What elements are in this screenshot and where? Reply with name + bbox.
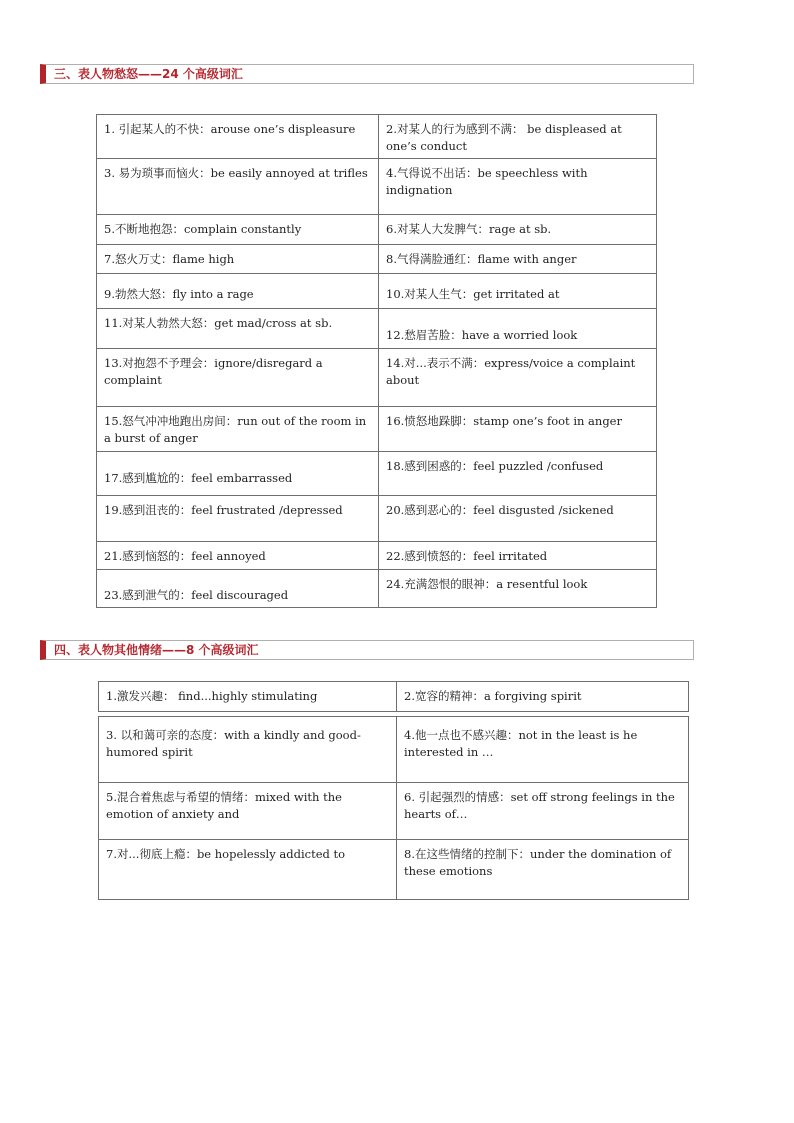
vocab-cell: 9.勃然大怒：fly into a rage (97, 274, 379, 309)
table-row (97, 407, 657, 452)
vocab-cell: 16.愤怒地跺脚：stamp one’s foot in anger (379, 407, 657, 452)
vocab-cell: 13.对抱怨不予理会：ignore/disregard a complaint (97, 349, 379, 407)
vocab-cell: 24.充满怨恨的眼神：a resentful look (379, 570, 657, 608)
vocab-cell: 6.对某人大发脾气：rage at sb. (379, 215, 657, 245)
vocab-cell: 7.对...彻底上瘾：be hopelessly addicted to (99, 840, 397, 900)
vocab-cell: 11.对某人勃然大怒：get mad/cross at sb. (97, 309, 379, 349)
vocab-cell: 4.气得说不出话：be speechless with indignation (379, 159, 657, 215)
vocab-cell: 20.感到恶心的：feel disgusted /sickened (379, 496, 657, 542)
table-row (97, 115, 657, 159)
vocab-cell: 6. 引起强烈的情感：set off strong feelings in the hearts of… (397, 783, 689, 840)
vocab-cell: 17.感到尴尬的：feel embarrassed (97, 452, 379, 496)
table-row (97, 245, 657, 274)
table-row (97, 570, 657, 608)
vocab-cell: 22.感到愤怒的：feel irritated (379, 542, 657, 570)
table-row (99, 682, 689, 712)
table-row (97, 496, 657, 542)
vocab-cell: 8.在这些情绪的控制下：under the domination of these emotions (397, 840, 689, 900)
table-row (97, 215, 657, 245)
vocab-cell: 5.混合着焦虑与希望的情绪：mixed with the emotion of anxiety and (99, 783, 397, 840)
section-4-heading: 四、表人物其他情绪——8 个高级词汇 (40, 640, 694, 660)
vocab-cell: 1. 引起某人的不快：arouse one’s displeasure (97, 115, 379, 159)
section-3-heading: 三、表人物愁怒——24 个高级词汇 (40, 64, 694, 84)
other-emotions-first-table (98, 681, 689, 712)
table-row (97, 452, 657, 496)
vocab-cell: 4.他一点也不感兴趣：not in the least is he interested in … (397, 717, 689, 783)
vocab-cell: 19.感到沮丧的：feel frustrated /depressed (97, 496, 379, 542)
vocab-cell: 7.怒火万丈：flame high (97, 245, 379, 274)
table-row (97, 349, 657, 407)
vocab-cell: 3. 易为琐事而恼火：be easily annoyed at trifles (97, 159, 379, 215)
table-row (97, 309, 657, 349)
vocab-cell: 12.愁眉苦脸：have a worried look (379, 309, 657, 349)
vocab-cell: 5.不断地抱怨：complain constantly (97, 215, 379, 245)
vocab-cell: 3. 以和蔼可亲的态度：with a kindly and good-humored spirit (99, 717, 397, 783)
vocab-cell: 2.宽容的精神：a forgiving spirit (397, 682, 689, 712)
vocab-cell: 21.感到恼怒的：feel annoyed (97, 542, 379, 570)
table-row (99, 840, 689, 900)
vocab-cell: 14.对...表示不满：express/voice a complaint about (379, 349, 657, 407)
vocab-cell: 1.激发兴趣： find...highly stimulating (99, 682, 397, 712)
table-row (99, 783, 689, 840)
other-emotions-table (98, 716, 689, 900)
vocab-cell: 15.怒气冲冲地跑出房间：run out of the room in a burst of anger (97, 407, 379, 452)
table-row (97, 159, 657, 215)
table-row (97, 542, 657, 570)
vocab-cell: 8.气得满脸通红：flame with anger (379, 245, 657, 274)
table-row (99, 717, 689, 783)
vocab-cell: 23.感到泄气的：feel discouraged (97, 570, 379, 608)
vocab-cell: 2.对某人的行为感到不满： be displeased at one’s conduct (379, 115, 657, 159)
vocab-cell: 18.感到困惑的：feel puzzled /confused (379, 452, 657, 496)
anger-vocab-table (96, 114, 657, 608)
table-row (97, 274, 657, 309)
vocab-cell: 10.对某人生气：get irritated at (379, 274, 657, 309)
